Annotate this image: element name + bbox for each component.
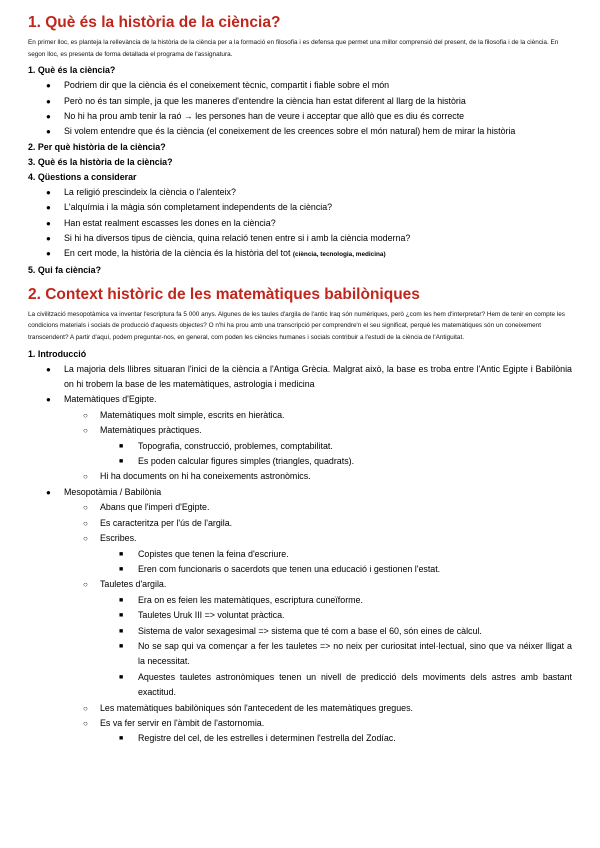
bullet-icon: ● xyxy=(46,112,51,121)
section-2-title: 2. Context històric de les matemàtiques babilòniques xyxy=(28,285,420,303)
list-item: ○ Hi ha documents on hi ha coneixements astronòmics. xyxy=(28,469,572,484)
square-bullet-icon: ■ xyxy=(119,627,124,635)
circle-bullet-icon: ○ xyxy=(83,718,88,728)
square-bullet-icon: ■ xyxy=(119,642,124,650)
introduction-list xyxy=(28,362,572,747)
section-1-title: 1. Què és la història de la ciència? xyxy=(28,14,281,31)
square-bullet-icon: ■ xyxy=(119,458,124,466)
bullet-icon: ● xyxy=(46,234,51,244)
list-item: ■ Eren com funcionaris o sacerdots que tenen una educació i gestionen l'estat. xyxy=(28,562,572,577)
list-item: ● Si hi ha diversos tipus de ciència, quina relació tenen entre si i amb la ciència moderna? xyxy=(28,231,572,246)
list-item: ■ Tauletes Uruk III => voluntat pràctica. xyxy=(28,608,572,623)
bullet-icon: ● xyxy=(46,218,51,228)
circle-bullet-icon: ○ xyxy=(83,518,88,528)
heading-questions: 4. Qüestions a considerar xyxy=(28,171,137,182)
bullet-icon: ● xyxy=(46,487,51,497)
list-item: ■ Copistes que tenen la feina d'escriure. xyxy=(28,547,572,562)
list-item: ■ Registre del cel, de les estrelles i determinen l'estrella del Zodíac. xyxy=(28,731,572,746)
bullet-icon: ● xyxy=(46,249,51,259)
list-item: ● La majoria dels llibres situaran l'inici de la ciència a l'Antiga Grècia. Malgrat això, la base es troba entre l'Antic Egipte i Babilònia on hi trobem la base de les matemàtiques, astrologia i medicina xyxy=(46,363,572,390)
list-item: ■ Era on es feien les matemàtiques, escriptura cuneïforme. xyxy=(28,593,572,608)
square-bullet-icon: ■ xyxy=(119,673,124,681)
heading-who-does-science: 5. Qui fa ciència? xyxy=(28,264,101,275)
square-bullet-icon: ■ xyxy=(119,550,124,558)
bullet-icon: ● xyxy=(46,96,51,106)
list-item: ○ Les matemàtiques babilòniques són l'antecedent de les matemàtiques gregues. xyxy=(28,701,572,716)
list-item: ■ No se sap qui va començar a fer les tauletes => no neix per curiositat intel·lectual, sino que va néixer lligat a la necessitat. xyxy=(119,640,572,667)
list-item: ○ Abans que l'imperi d'Egipte. xyxy=(28,500,572,515)
list-item: ● La religió prescindeix la ciència o l'alenteix? xyxy=(28,185,572,200)
heading-introduction: 1. Introducció xyxy=(28,348,87,359)
circle-bullet-icon: ○ xyxy=(83,410,88,420)
square-bullet-icon: ■ xyxy=(119,596,124,604)
square-bullet-icon: ■ xyxy=(119,735,124,743)
section-1-intro: En primer lloc, es planteja la rellevància de la història de la ciència per a la formació en filosofia i es defensa que permet una millor comprensió del present, de la filosofia i de la ciència. En segon lloc, es presenta de forma detallada el programa de l'assignatura. xyxy=(28,39,559,58)
list-item: ● Podriem dir que la ciència és el coneixement tècnic, compartit i fiable sobre el món xyxy=(28,78,572,93)
what-is-science-list xyxy=(28,78,572,140)
list-item: ● No hi ha prou amb tenir la raó → les persones han de veure i acceptar que allò que es diu és correcte xyxy=(28,109,572,124)
list-item: ● Han estat realment escasses les dones en la ciència? xyxy=(28,216,572,231)
circle-bullet-icon: ○ xyxy=(83,472,88,482)
bullet-icon: ● xyxy=(46,81,51,91)
circle-bullet-icon: ○ xyxy=(83,703,88,713)
heading-what-is-history: 3. Què és la història de la ciència? xyxy=(28,156,173,167)
square-bullet-icon: ■ xyxy=(119,442,124,450)
circle-bullet-icon: ○ xyxy=(83,534,88,544)
section-2-intro: La civilització mesopotàmica va inventar l'escriptura fa 5 000 anys. Algunes de les taules d'argila de l'antic Iraq són numèriques, però ¿com les hem d'interpretar? Hem de tenir en compte les condicions materials i socials de producció d'aquests objectes? O n'hi ha prou amb una transcripció per comprendre'n el seu significat, perquè les matemàtiques són un coneixement transcendent? A partir d'aquí, podem preguntar-nos, en general, com poden les ciències humanes i socials contribuir a l'estudi de la ciència de l'Antiguitat. xyxy=(28,310,565,342)
bullet-icon: ● xyxy=(46,127,51,137)
list-item: ● Si volem entendre que és la ciència (el coneixement de les creences sobre el món natural) hem de mirar la història xyxy=(28,124,572,139)
list-item: ● En cert mode, la història de la ciència és la història del tot (ciència, tecnologia, medicina) xyxy=(28,246,572,262)
list-item: ● Però no és tan simple, ja que les maneres d'entendre la ciència han estat diferent al llarg de la història xyxy=(28,94,572,109)
bullet-icon: ● xyxy=(46,364,51,374)
list-item: ○ Matemàtiques pràctiques. xyxy=(28,423,572,438)
list-item: ○ Es va fer servir en l'àmbit de l'astornomia. xyxy=(28,716,572,731)
heading-what-is-science: 1. Què és la ciència? xyxy=(28,65,116,76)
circle-bullet-icon: ○ xyxy=(83,426,88,436)
square-bullet-icon: ■ xyxy=(119,565,124,573)
heading-why-history: 2. Per què història de la ciència? xyxy=(28,141,166,152)
list-item: ■ Sistema de valor sexagesimal => sistema que té com a base el 60, són eines de càlcul. xyxy=(28,624,572,639)
list-item: ■ Topografia, construcció, problemes, comptabilitat. xyxy=(28,439,572,454)
questions-list xyxy=(28,185,572,263)
circle-bullet-icon: ○ xyxy=(83,580,88,590)
list-item: ■ Es poden calcular figures simples (triangles, quadrats). xyxy=(28,454,572,469)
list-item: ○ Escribes. xyxy=(28,531,572,546)
bullet-icon: ● xyxy=(46,395,51,405)
list-item: ● L'alquímia i la màgia són completament independents de la ciència? xyxy=(28,200,572,215)
list-item: ○ Matemàtiques molt simple, escrits en hieràtica. xyxy=(28,408,572,423)
list-item: ○ Es caracteritza per l'ús de l'argila. xyxy=(28,516,572,531)
list-item-note: (ciència, tecnologia, medicina) xyxy=(292,251,386,259)
list-item: ● Matemàtiques d'Egipte. xyxy=(28,392,572,407)
square-bullet-icon: ■ xyxy=(119,612,124,620)
bullet-icon: ● xyxy=(46,187,51,197)
list-item: ■ Aquestes tauletes astronòmiques tenen un nivell de predicció dels moviments dels astres amb bastant exactitud. xyxy=(119,671,572,698)
circle-bullet-icon: ○ xyxy=(83,503,88,513)
bullet-icon: ● xyxy=(46,203,51,213)
list-item: ● Mesopotàmia / Babilònia xyxy=(28,485,572,500)
list-item: ○ Tauletes d'argila. xyxy=(28,577,572,592)
